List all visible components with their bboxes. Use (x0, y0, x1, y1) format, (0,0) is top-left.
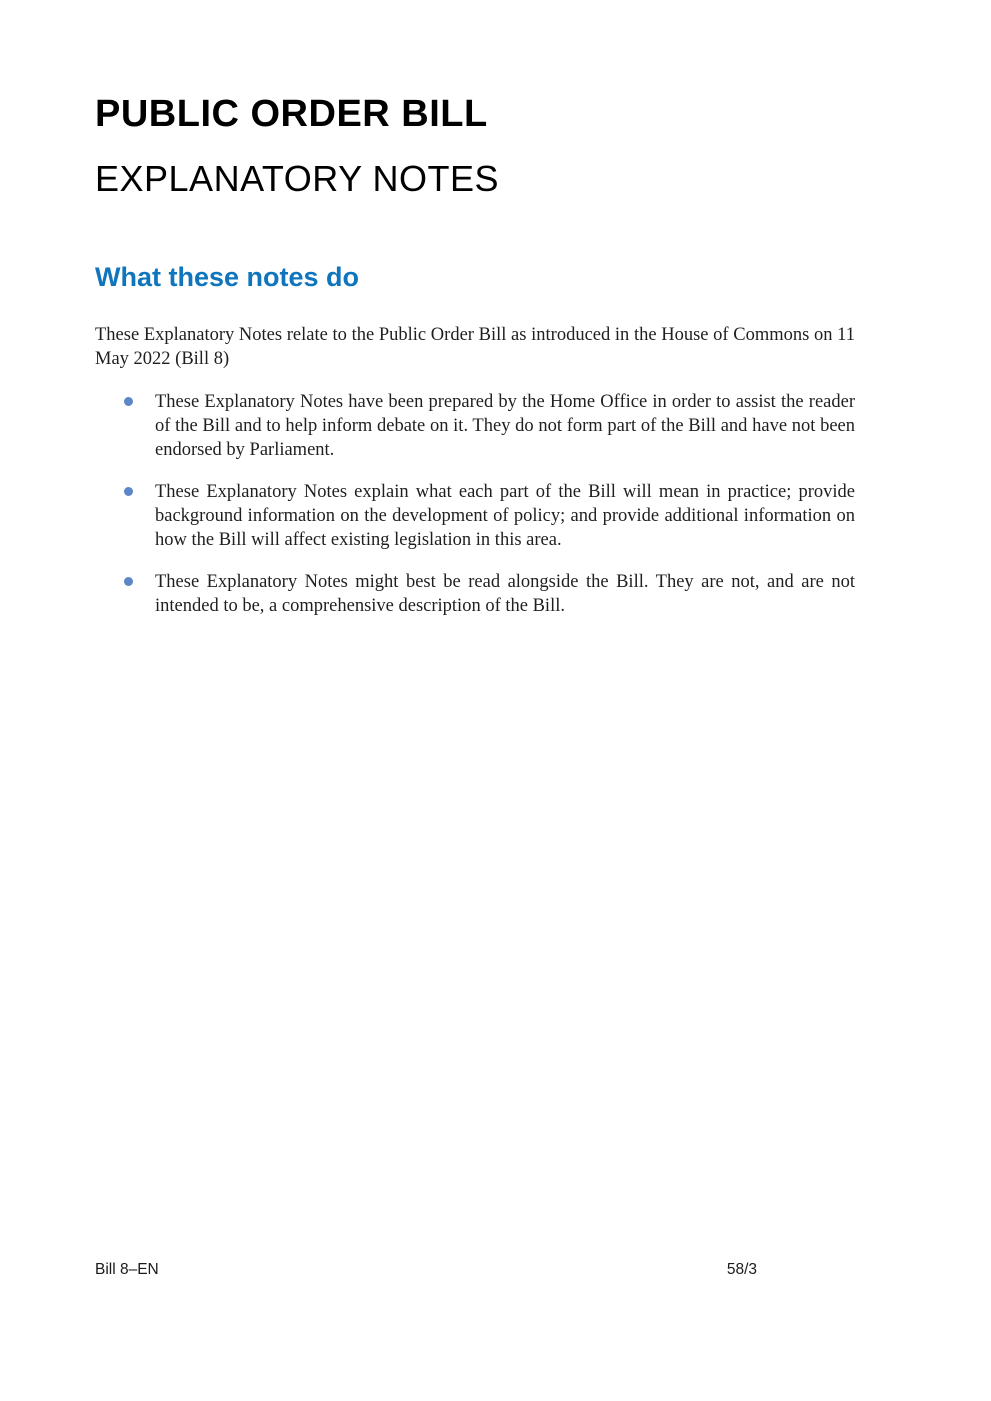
document-subtitle: EXPLANATORY NOTES (95, 158, 499, 199)
bullet-text: These Explanatory Notes might best be read alongside the Bill. They are not, and are not intended to be, a comprehensive description of the Bill. (155, 572, 855, 616)
notes-bullet-list (95, 390, 855, 618)
footer-page-number: 58/3 (726, 1261, 757, 1278)
section-heading-what-these-notes-do: What these notes do (95, 262, 360, 292)
document-title: PUBLIC ORDER BILL (95, 93, 488, 135)
bullet-item (95, 570, 855, 618)
bullet-icon (124, 577, 133, 586)
footer-bill-number: Bill 8–EN (95, 1261, 159, 1278)
bullet-item (95, 480, 855, 552)
bullet-text: These Explanatory Notes have been prepared by the Home Office in order to assist the reader of the Bill and to help inform debate on it. They do not form part of the Bill and have not been endorsed by Parliament. (155, 392, 855, 460)
bullet-item (95, 390, 855, 462)
bullet-icon (124, 487, 133, 496)
bullet-icon (124, 397, 133, 406)
page-footer (95, 1260, 757, 1279)
intro-paragraph: These Explanatory Notes relate to the Public Order Bill as introduced in the House of Commons on 11 May 2022 (Bill 8) (95, 325, 855, 369)
bullet-text: These Explanatory Notes explain what each part of the Bill will mean in practice; provide background information on the development of policy; and provide additional information on how the Bill will affect existing legislation in this area. (155, 482, 855, 550)
page-content (0, 0, 991, 618)
